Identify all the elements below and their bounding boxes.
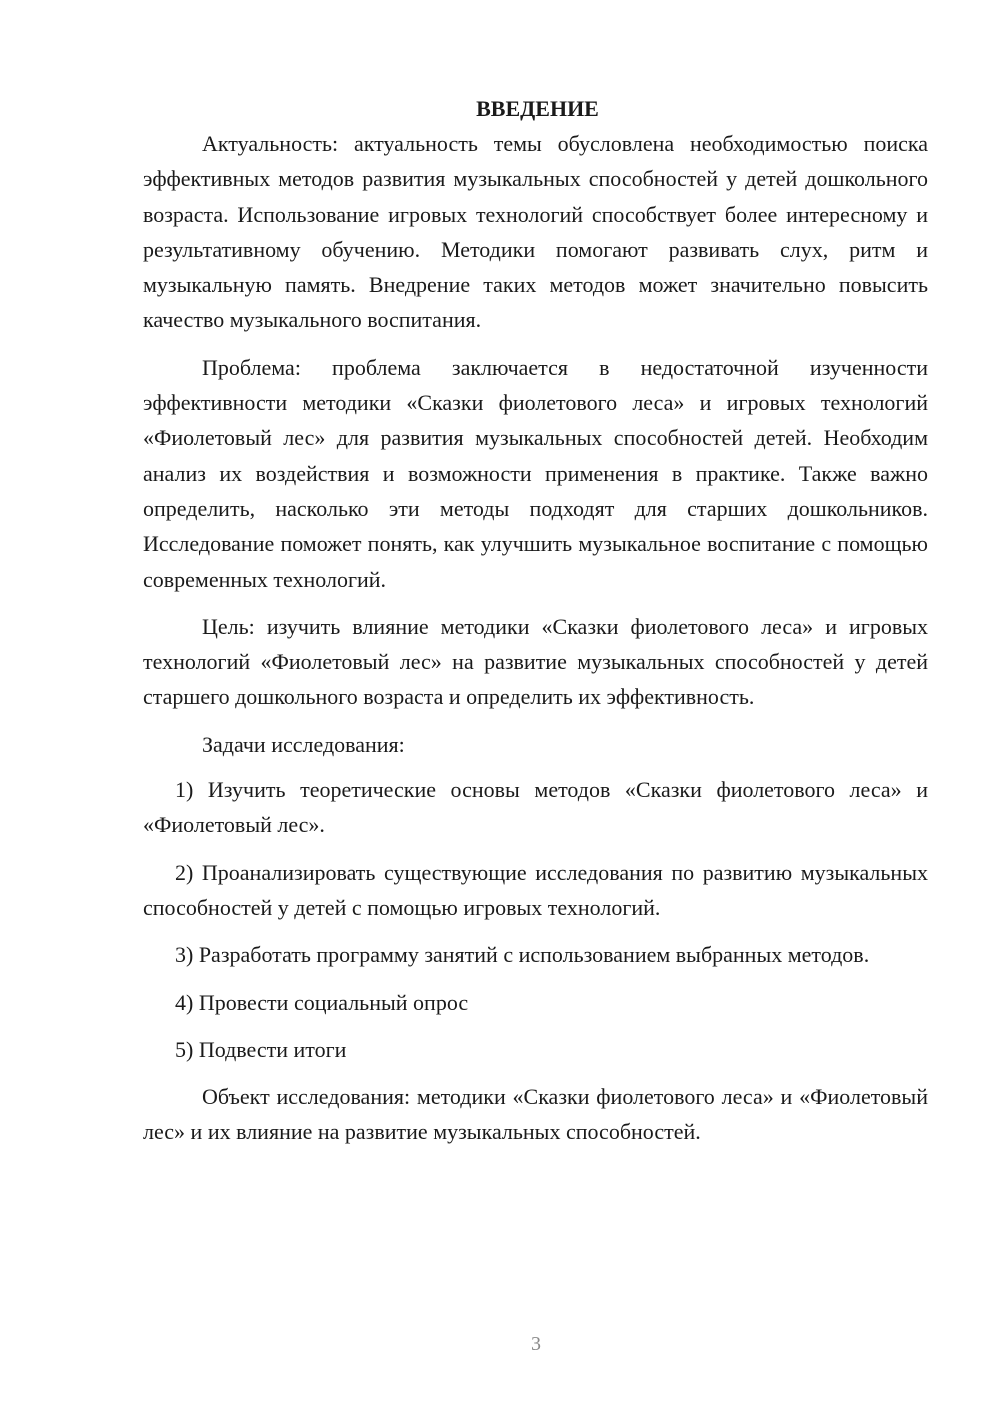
paragraph-object: Объект исследования: методики «Сказки фиолетового леса» и «Фиолетовый лес» и их влияние на развитие музыкальных способностей. [143,1084,928,1145]
task-item-5: 5) Подвести итоги [175,1036,347,1062]
task-item-2: 2) Проанализировать существующие исследования по развитию музыкальных способностей у детей с помощью игровых технологий. [143,859,928,920]
task-item-1: 1) Изучить теоретические основы методов «Сказки фиолетового леса» и «Фиолетовый лес». [143,777,928,838]
paragraph-relevance: Актуальность: актуальность темы обусловлена необходимостью поиска эффективных методов развития музыкальных способностей у детей дошкольного возраста. Использование игровых технологий способствует более интересному и результативному обучению. Методики помогают развивать слух, ритм и музыкальную память. Внедрение таких методов может значительно повысить качество музыкального воспитания. [143,131,928,333]
paragraph-problem: Проблема: проблема заключается в недостаточной изученности эффективности методики «Сказки фиолетового леса» и игровых технологий «Фиолетовый лес» для развития музыкальных способностей детей. Необходим анализ их воздействия и возможности применения в практике. Также важно определить, насколько эти методы подходят для старших дошкольников. Исследование поможет понять, как улучшить музыкальное воспитание с помощью современных технологий. [143,354,928,592]
task-item-4: 4) Провести социальный опрос [175,989,469,1015]
page-number: 3 [531,1333,541,1355]
paragraph-goal: Цель: изучить влияние методики «Сказки фиолетового леса» и игровых технологий «Фиолетовый лес» на развитие музыкальных способностей у детей старшего дошкольного возраста и определить их эффективность. [143,613,928,710]
section-title: ВВЕДЕНИЕ [476,96,599,121]
task-item-3: 3) Разработать программу занятий с использованием выбранных методов. [175,942,870,968]
document-page [143,94,928,1162]
tasks-heading: Задачи исследования: [202,731,405,757]
